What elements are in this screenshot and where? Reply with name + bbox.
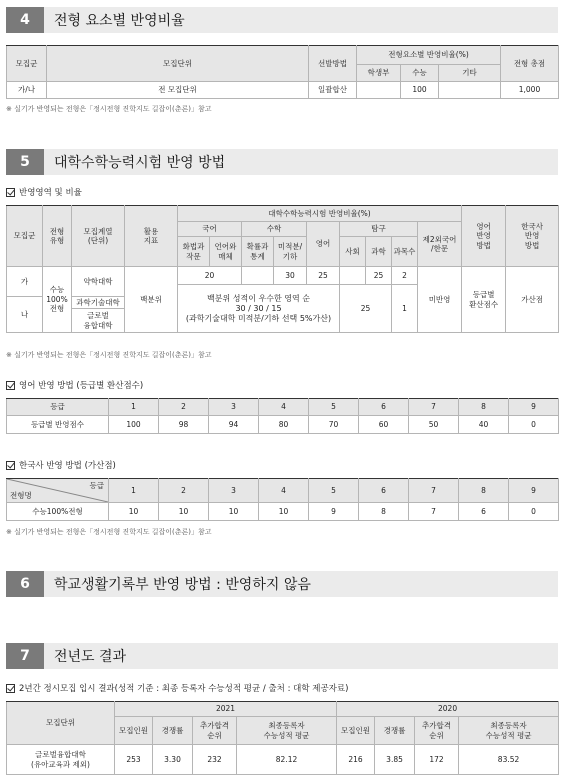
score-cell: 8 bbox=[359, 503, 409, 521]
score-cell: 50 bbox=[409, 416, 459, 434]
header-year-2021: 2021 bbox=[115, 702, 337, 717]
cell-group-ga: 가 bbox=[7, 267, 43, 297]
grade-cell: 1 bbox=[109, 479, 159, 503]
subsection-text: 한국사 반영 방법 (가산점) bbox=[19, 461, 116, 471]
section-header-5 bbox=[6, 149, 558, 175]
header-second-lang: 제2외국어 /한문 bbox=[418, 222, 462, 267]
cell-unit: 전 모집단위 bbox=[47, 82, 309, 99]
results-table bbox=[6, 701, 559, 775]
value-cell: 216 bbox=[337, 745, 375, 775]
header-field: 모집계열 (단위) bbox=[72, 206, 125, 267]
header-k1: 화법과 작문 bbox=[178, 237, 210, 267]
header-ratio: 전형요소별 반영비율(%) bbox=[357, 46, 501, 65]
header-unit: 모집단위 bbox=[47, 46, 309, 82]
section-title: 학교생활기록부 반영 방법 : 반영하지 않음 bbox=[54, 577, 311, 593]
cell-school bbox=[357, 82, 401, 99]
subsection-label bbox=[6, 459, 116, 471]
header-i3: 과목수 bbox=[392, 237, 418, 267]
header-additional: 추가합격 순위 bbox=[193, 717, 237, 745]
score-cell: 98 bbox=[159, 416, 209, 434]
cell-group: 가/나 bbox=[7, 82, 47, 99]
grade-cell: 9 bbox=[509, 479, 559, 503]
score-cell: 9 bbox=[309, 503, 359, 521]
suneung-ratio-table bbox=[6, 205, 559, 333]
header-math: 수학 bbox=[242, 222, 307, 237]
header-suneung: 수능 bbox=[401, 65, 439, 82]
header-school: 학생부 bbox=[357, 65, 401, 82]
cell-etc bbox=[439, 82, 501, 99]
section-number: 5 bbox=[6, 149, 44, 175]
header-k2: 언어와 매체 bbox=[210, 237, 242, 267]
cell-group-na: 나 bbox=[7, 297, 43, 333]
section-title: 대학수학능력시험 반영 방법 bbox=[54, 155, 226, 171]
score-cell: 80 bbox=[259, 416, 309, 434]
cell-suneung: 100 bbox=[401, 82, 439, 99]
checkbox-icon bbox=[6, 684, 15, 693]
section-header-7 bbox=[6, 643, 558, 669]
cell-second-lang: 미반영 bbox=[418, 267, 462, 333]
checkbox-icon bbox=[6, 461, 15, 470]
grade-cell: 8 bbox=[459, 399, 509, 416]
cell-inquiry-count-2: 1 bbox=[392, 285, 418, 333]
cell-math-ratio: 30 bbox=[274, 267, 307, 285]
score-cell: 100 bbox=[109, 416, 159, 434]
value-cell: 3.85 bbox=[375, 745, 415, 775]
subsection-text: 영어 반영 방법 (등급별 환산점수) bbox=[19, 381, 144, 391]
grade-cell: 7 bbox=[409, 479, 459, 503]
row-label: 등급별 반영점수 bbox=[7, 416, 109, 434]
score-cell: 10 bbox=[159, 503, 209, 521]
row-label: 수능100%전형 bbox=[7, 503, 109, 521]
footnote: ※ 실기가 반영되는 전형은「정시전형 진학지도 길잡이(춘론)」참고 bbox=[6, 528, 212, 536]
english-grade-table bbox=[6, 398, 559, 434]
section-title: 전형 요소별 반영비율 bbox=[54, 13, 185, 29]
section-number: 7 bbox=[6, 643, 44, 669]
score-cell: 0 bbox=[509, 503, 559, 521]
cell-type: 수능 100% 전형 bbox=[43, 267, 72, 333]
cell-korean-ratio: 20 bbox=[178, 267, 242, 285]
header-hist-method: 한국사 반영 방법 bbox=[506, 206, 559, 267]
header-competition: 경쟁률 bbox=[375, 717, 415, 745]
grade-cell: 8 bbox=[459, 479, 509, 503]
score-cell: 10 bbox=[259, 503, 309, 521]
cell-english-ratio: 25 bbox=[307, 267, 340, 285]
subsection-label bbox=[6, 186, 82, 198]
footnote: ※ 실기가 반영되는 전형은「정시전형 진학지도 길잡이(춘론)」참고 bbox=[6, 351, 212, 359]
grade-cell: 2 bbox=[159, 399, 209, 416]
header-seats: 모집인원 bbox=[337, 717, 375, 745]
cell-method: 일괄합산 bbox=[309, 82, 357, 99]
cell-percentile-note: 백분위 성적이 우수한 영역 순 30 / 30 / 15 (과학기술대학 미적분/기하 선택 5%가산) bbox=[178, 285, 340, 333]
footnote: ※ 실기가 반영되는 전형은「정시전형 진학지도 길잡이(춘론)」참고 bbox=[6, 105, 212, 113]
value-cell: 82.12 bbox=[237, 745, 337, 775]
grade-header-row bbox=[7, 399, 559, 416]
header-group: 모집군 bbox=[7, 206, 43, 267]
header-competition: 경쟁률 bbox=[153, 717, 193, 745]
section-number: 4 bbox=[6, 7, 44, 33]
history-grade-table bbox=[6, 478, 559, 521]
header-year-2020: 2020 bbox=[337, 702, 559, 717]
header-type: 전형명 bbox=[10, 490, 32, 500]
subsection-text: 2년간 정시모집 입시 결과(성적 기준 : 최종 등록자 수능성적 평균 / 출처 : 대학 제공자료) bbox=[19, 684, 349, 694]
grade-cell: 6 bbox=[359, 479, 409, 503]
grade-cell: 5 bbox=[309, 479, 359, 503]
grade-cell: 2 bbox=[159, 479, 209, 503]
grade-cell: 3 bbox=[209, 479, 259, 503]
cell-inquiry-count: 2 bbox=[392, 267, 418, 285]
value-cell: 232 bbox=[193, 745, 237, 775]
score-cell: 60 bbox=[359, 416, 409, 434]
header-unit: 모집단위 bbox=[7, 702, 115, 745]
score-cell: 10 bbox=[209, 503, 259, 521]
header-suneung-ratio: 대학수학능력시험 반영비율(%) bbox=[178, 206, 462, 222]
header-m2: 미적분/ 기하 bbox=[274, 237, 307, 267]
section-header-6 bbox=[6, 571, 558, 597]
cell-inquiry-ratio: 25 bbox=[366, 267, 392, 285]
grade-cell: 6 bbox=[359, 399, 409, 416]
header-total: 전형 총점 bbox=[501, 46, 559, 82]
header-seats: 모집인원 bbox=[115, 717, 153, 745]
cell-m1-empty bbox=[242, 267, 274, 285]
header-etc: 기타 bbox=[439, 65, 501, 82]
header-i1: 사회 bbox=[340, 237, 366, 267]
cell-eng-method: 등급별 환산점수 bbox=[462, 267, 506, 333]
header-grade: 등급 bbox=[89, 481, 104, 490]
header-inquiry: 탐구 bbox=[340, 222, 418, 237]
grade-cell: 5 bbox=[309, 399, 359, 416]
cell-unit: 글로벌융합대학 (유아교육과 제외) bbox=[7, 745, 115, 775]
score-cell: 6 bbox=[459, 503, 509, 521]
cell-hist-method: 가산점 bbox=[506, 267, 559, 333]
score-cell: 0 bbox=[509, 416, 559, 434]
header-group: 모집군 bbox=[7, 46, 47, 82]
score-cell: 70 bbox=[309, 416, 359, 434]
header-index: 활용 지표 bbox=[125, 206, 178, 267]
grade-cell: 7 bbox=[409, 399, 459, 416]
value-cell: 253 bbox=[115, 745, 153, 775]
header-korean: 국어 bbox=[178, 222, 242, 237]
value-cell: 83.52 bbox=[459, 745, 559, 775]
grade-cell: 1 bbox=[109, 399, 159, 416]
section-number: 6 bbox=[6, 571, 44, 597]
header-type: 전형 유형 bbox=[43, 206, 72, 267]
section-title: 전년도 결과 bbox=[54, 649, 127, 665]
header-average: 최종등록자 수능성적 평균 bbox=[237, 717, 337, 745]
value-cell: 3.30 bbox=[153, 745, 193, 775]
score-cell: 10 bbox=[109, 503, 159, 521]
header-english: 영어 bbox=[307, 222, 340, 267]
subsection-label bbox=[6, 379, 143, 391]
section-header-4 bbox=[6, 7, 558, 33]
cell-field-global: 글로벌 융합대학 bbox=[72, 309, 125, 333]
score-cell: 7 bbox=[409, 503, 459, 521]
header-i2: 과학 bbox=[366, 237, 392, 267]
score-row bbox=[7, 416, 559, 434]
subsection-text: 반영영역 및 비율 bbox=[19, 188, 82, 198]
header-grade: 등급 bbox=[7, 399, 109, 416]
grade-cell: 3 bbox=[209, 399, 259, 416]
cell-social-empty bbox=[340, 267, 366, 285]
score-cell: 40 bbox=[459, 416, 509, 434]
cell-inquiry-ratio-2: 25 bbox=[340, 285, 392, 333]
grade-cell: 4 bbox=[259, 399, 309, 416]
header-average: 최종등록자 수능성적 평균 bbox=[459, 717, 559, 745]
header-m1: 확률과 통계 bbox=[242, 237, 274, 267]
header-additional: 추가합격 순위 bbox=[415, 717, 459, 745]
grade-cell: 9 bbox=[509, 399, 559, 416]
header-eng-method: 영어 반영 방법 bbox=[462, 206, 506, 267]
checkbox-icon bbox=[6, 188, 15, 197]
cell-field-science: 과학기술대학 bbox=[72, 297, 125, 309]
cell-index: 백분위 bbox=[125, 267, 178, 333]
grade-cell: 4 bbox=[259, 479, 309, 503]
subsection-label bbox=[6, 682, 348, 694]
diagonal-header bbox=[7, 479, 109, 503]
cell-field-pharmacy: 약학대학 bbox=[72, 267, 125, 297]
ratio-table bbox=[6, 45, 559, 99]
score-cell: 94 bbox=[209, 416, 259, 434]
header-method: 선발방법 bbox=[309, 46, 357, 82]
value-cell: 172 bbox=[415, 745, 459, 775]
checkbox-icon bbox=[6, 381, 15, 390]
cell-total: 1,000 bbox=[501, 82, 559, 99]
